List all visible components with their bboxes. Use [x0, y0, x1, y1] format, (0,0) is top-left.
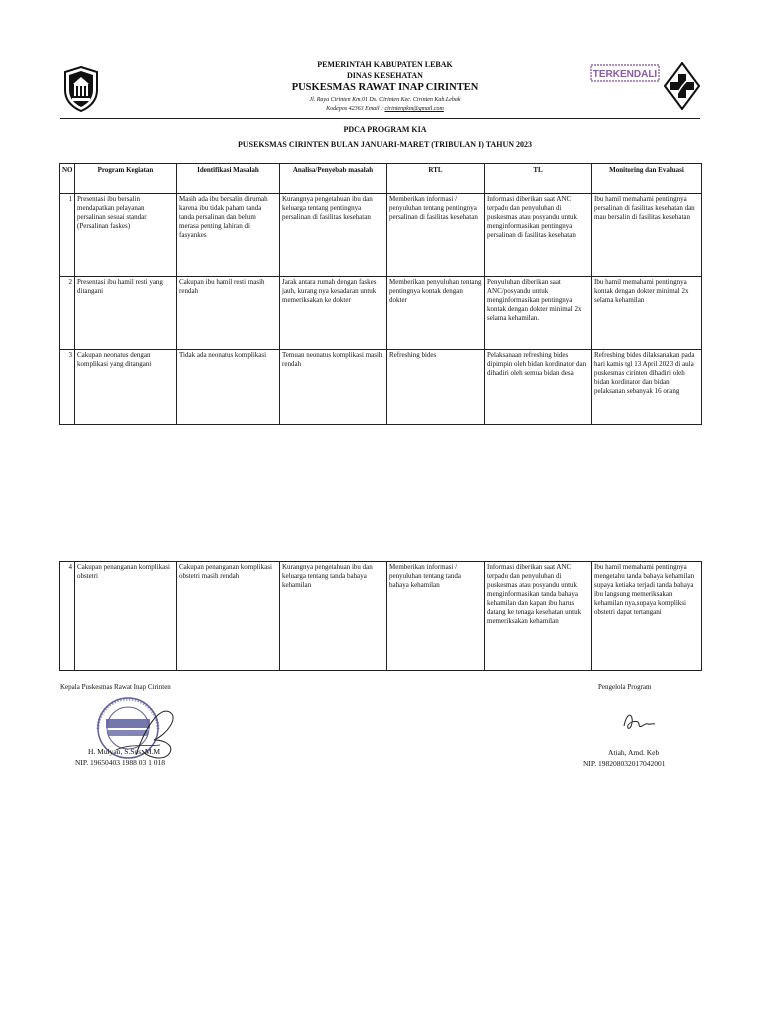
header-email: cirintenpkm@gmail.com [384, 106, 444, 112]
left-signatory-role: Kepala Puskesmas Rawat Inap Cirinten [60, 683, 171, 691]
cell-analisa: Kurangnya pengetahuan ibu dan keluarga tentang tanda bahaya kehamilan [280, 562, 387, 671]
cell-program: Presentasi ibu hamil resti yang ditangani [75, 277, 177, 350]
left-signatory-nip: NIP. 19650403 1988 03 1 018 [75, 758, 166, 767]
table-page-gap [60, 425, 702, 562]
cell-rtl: Memberikan penyuluhan tentang pentingnya kontak dengan dokter [387, 277, 485, 350]
table-row [60, 562, 702, 671]
cell-no: 1 [60, 194, 75, 277]
header-puskesmas-name: PUSKESMAS RAWAT INAP CIRINTEN [291, 82, 479, 93]
cell-monev: Refreshing bides dilaksanakan pada hari kamis tgl 13 April 2023 di aula puskesmas cirinten dihadiri oleh bidan kordinator dan bidan pelaksanan sebanyak 16 orang [592, 350, 702, 425]
table-header-row [60, 164, 702, 194]
cell-rtl: Memberikan informasi / penyuluhan tentang pentingnya persalinan di fasilitas kesehatan [387, 194, 485, 277]
cell-program: Cakupan neonatus dengan komplikasi yang ditangani [75, 350, 177, 425]
cell-analisa: Jarak antara rumah dengan faskes jauh, kurang nya kesadaran untuk memeriksakan ke dokter [280, 277, 387, 350]
header-postal [240, 106, 530, 112]
header-cell-tl: TL [485, 164, 592, 194]
table-row [60, 194, 702, 277]
cell-tl: Penyuluhan diberikan saat ANC/posyandu untuk menginformasikan pentingnya kontak dengan dokter minimal 2x selama kehamilan. [485, 277, 592, 350]
puskesmas-logo [664, 62, 700, 110]
cell-identifikasi: Masih ada ibu bersalin dirumah karena ibu tidak paham tanda tanda persalinan dan belum merasa penting lahiran di fasyankes [177, 194, 280, 277]
header-cell-no: NO [60, 164, 75, 194]
cell-analisa: Kurangnya pengetahuan ibu dan keluarga tentang pentingnya persalinan di fasilitas kesehatan [280, 194, 387, 277]
cell-no: 3 [60, 350, 75, 425]
cell-identifikasi: Tidak ada neonatus komplikasi [177, 350, 280, 425]
table-row [60, 277, 702, 350]
header-cell-identifikasi: Identifikasi Masalah [177, 164, 280, 194]
cell-identifikasi: Cakupan ibu hamil resti masih rendah [177, 277, 280, 350]
table-row [60, 350, 702, 425]
header-postal-label: Kodepos 42363 Email : [326, 106, 383, 112]
right-signatory-nip: NIP. 198208032017042001 [583, 759, 666, 768]
cell-monev: Ibu hamil memahami pentingnya kontak dengan dokter minimal 2x selama kehamilan [592, 277, 702, 350]
header-address: Jl. Raya Cirinten Km.01 Ds. Cirinten Kec. Cirinten Kab.Lebak [309, 97, 461, 103]
header-department: DINAS KESEHATAN [347, 71, 423, 80]
pdca-table [59, 163, 702, 671]
signature-icon [620, 708, 660, 736]
lebak-regency-logo [63, 66, 99, 112]
right-signatory-role: Pengelola Program [598, 683, 652, 691]
right-signatory-name: Atiah, Amd. Keb [608, 748, 660, 757]
header-cell-rtl: RTL [387, 164, 485, 194]
cell-monev: Ibu hamil memahami pentingnya mengetahu tanda bahaya kehamilan supaya ketiaka terjadi tanda bahaya ibu langsung memeriksakan kehamilan nya,supaya kompliksi obstetri dapat tertangani [592, 562, 702, 671]
cell-identifikasi: Cakupan penanganan komplikasi obstetri masih rendah [177, 562, 280, 671]
cell-rtl: Memberikan informasi / penyuluhan tentang tanda bahaya kehamilan [387, 562, 485, 671]
cell-no: 4 [60, 562, 75, 671]
header-cell-analisa: Analisa/Penyebab masalah [280, 164, 387, 194]
cell-analisa: Temuan neonatus komplikasi masih rendah [280, 350, 387, 425]
cell-no: 2 [60, 277, 75, 350]
header-rule [60, 118, 700, 119]
cell-tl: Informasi diberikan saat ANC terpadu dan penyuluhan di puskesmas atau posyandu untuk menginformasikan tanda bahaya kehamilan dan kapan ibu harus datang ke tenaga kesehatan untuk memeriksakan kehamilan [485, 562, 592, 671]
document-title: PDCA PROGRAM KIA [343, 125, 427, 134]
header-cell-program: Program Kegiatan [75, 164, 177, 194]
cell-tl: Pelaksanaan refreshing bides dipimpin oleh bidan kordinator dan dihadiri oleh semua bidan desa [485, 350, 592, 425]
terkendali-stamp-text: TERKENDALI [592, 69, 658, 80]
cell-tl: Informasi diberikan saat ANC terpadu dan penyuluhan di puskesmas atau posyandu untuk menginformasikan pentingnya persalinan di fasilitas kesehatan [485, 194, 592, 277]
document-subtitle: PUSEKSMAS CIRINTEN BULAN JANUARI-MARET (TRIBULAN I) TAHUN 2023 [237, 140, 533, 149]
cell-program: Presentasi ibu bersalin mendapatkan pelayanan persalinan sesuai standar (Persalinan faskes) [75, 194, 177, 277]
header-cell-monev: Monitoring dan Evaluasi [592, 164, 702, 194]
gap-cell [60, 425, 702, 562]
left-signatory-name: H. Mulyan, S.Sos, M.M [88, 747, 161, 756]
cell-rtl: Refreshing bides [387, 350, 485, 425]
terkendali-stamp-icon [590, 64, 660, 82]
cell-monev: Ibu hamil memahami pentingnya persalinan di fasilitas kesehatan dan mau bersalin di fasilitas kesehatan [592, 194, 702, 277]
cell-program: Cakupan penanganan komplikasi obstetri [75, 562, 177, 671]
header-government: PEMERINTAH KABUPATEN LEBAK [317, 60, 453, 69]
